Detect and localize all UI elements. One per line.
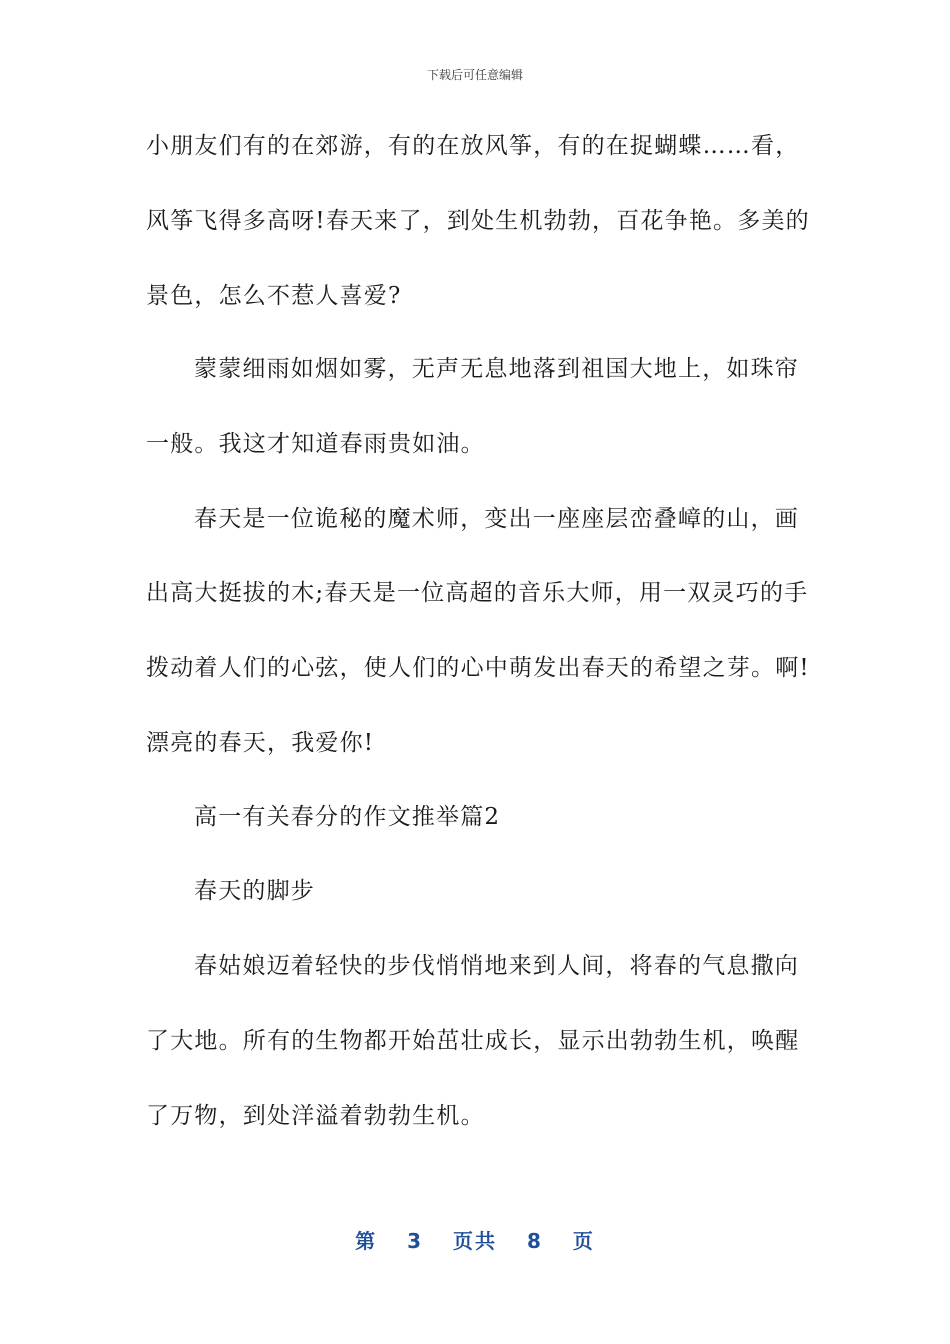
text-line: 蒙蒙细雨如烟如雾，无声无息地落到祖国大地上，如珠帘 xyxy=(194,356,799,382)
page-footer xyxy=(0,1225,950,1254)
text-line: 漂亮的春天，我爱你! xyxy=(146,730,375,756)
text-line: 景色，怎么不惹人喜爱? xyxy=(146,283,402,309)
text-line: 拨动着人们的心弦，使人们的心中萌发出春天的希望之芽。啊! xyxy=(146,655,810,681)
page-header-note: 下载后可任意编辑 xyxy=(426,68,523,82)
essay-title: 春天的脚步 xyxy=(194,878,315,904)
text-line: 了大地。所有的生物都开始茁壮成长，显示出勃勃生机，唤醒 xyxy=(146,1028,800,1054)
page-total: 8 xyxy=(527,1229,543,1253)
text-line: 风筝飞得多高呀!春天来了，到处生机勃勃，百花争艳。多美的 xyxy=(146,208,810,234)
text-line: 春姑娘迈着轻快的步伐悄悄地来到人间，将春的气息撒向 xyxy=(194,953,799,979)
text-line: 出高大挺拔的木;春天是一位高超的音乐大师，用一双灵巧的手 xyxy=(146,580,809,606)
page-suffix: 页 xyxy=(572,1229,595,1253)
page-prefix: 第 xyxy=(355,1229,378,1253)
section-heading: 高一有关春分的作文推举篇2 xyxy=(194,804,501,830)
text-line: 春天是一位诡秘的魔术师，变出一座座层峦叠嶂的山，画 xyxy=(194,506,799,532)
text-line: 一般。我这才知道春雨贵如油。 xyxy=(146,431,485,457)
text-line: 了万物，到处洋溢着勃勃生机。 xyxy=(146,1103,485,1129)
page-mid: 页共 xyxy=(453,1229,497,1253)
page-number: 3 xyxy=(407,1229,423,1253)
text-line: 小朋友们有的在郊游，有的在放风筝，有的在捉蝴蝶……看， xyxy=(146,133,800,159)
